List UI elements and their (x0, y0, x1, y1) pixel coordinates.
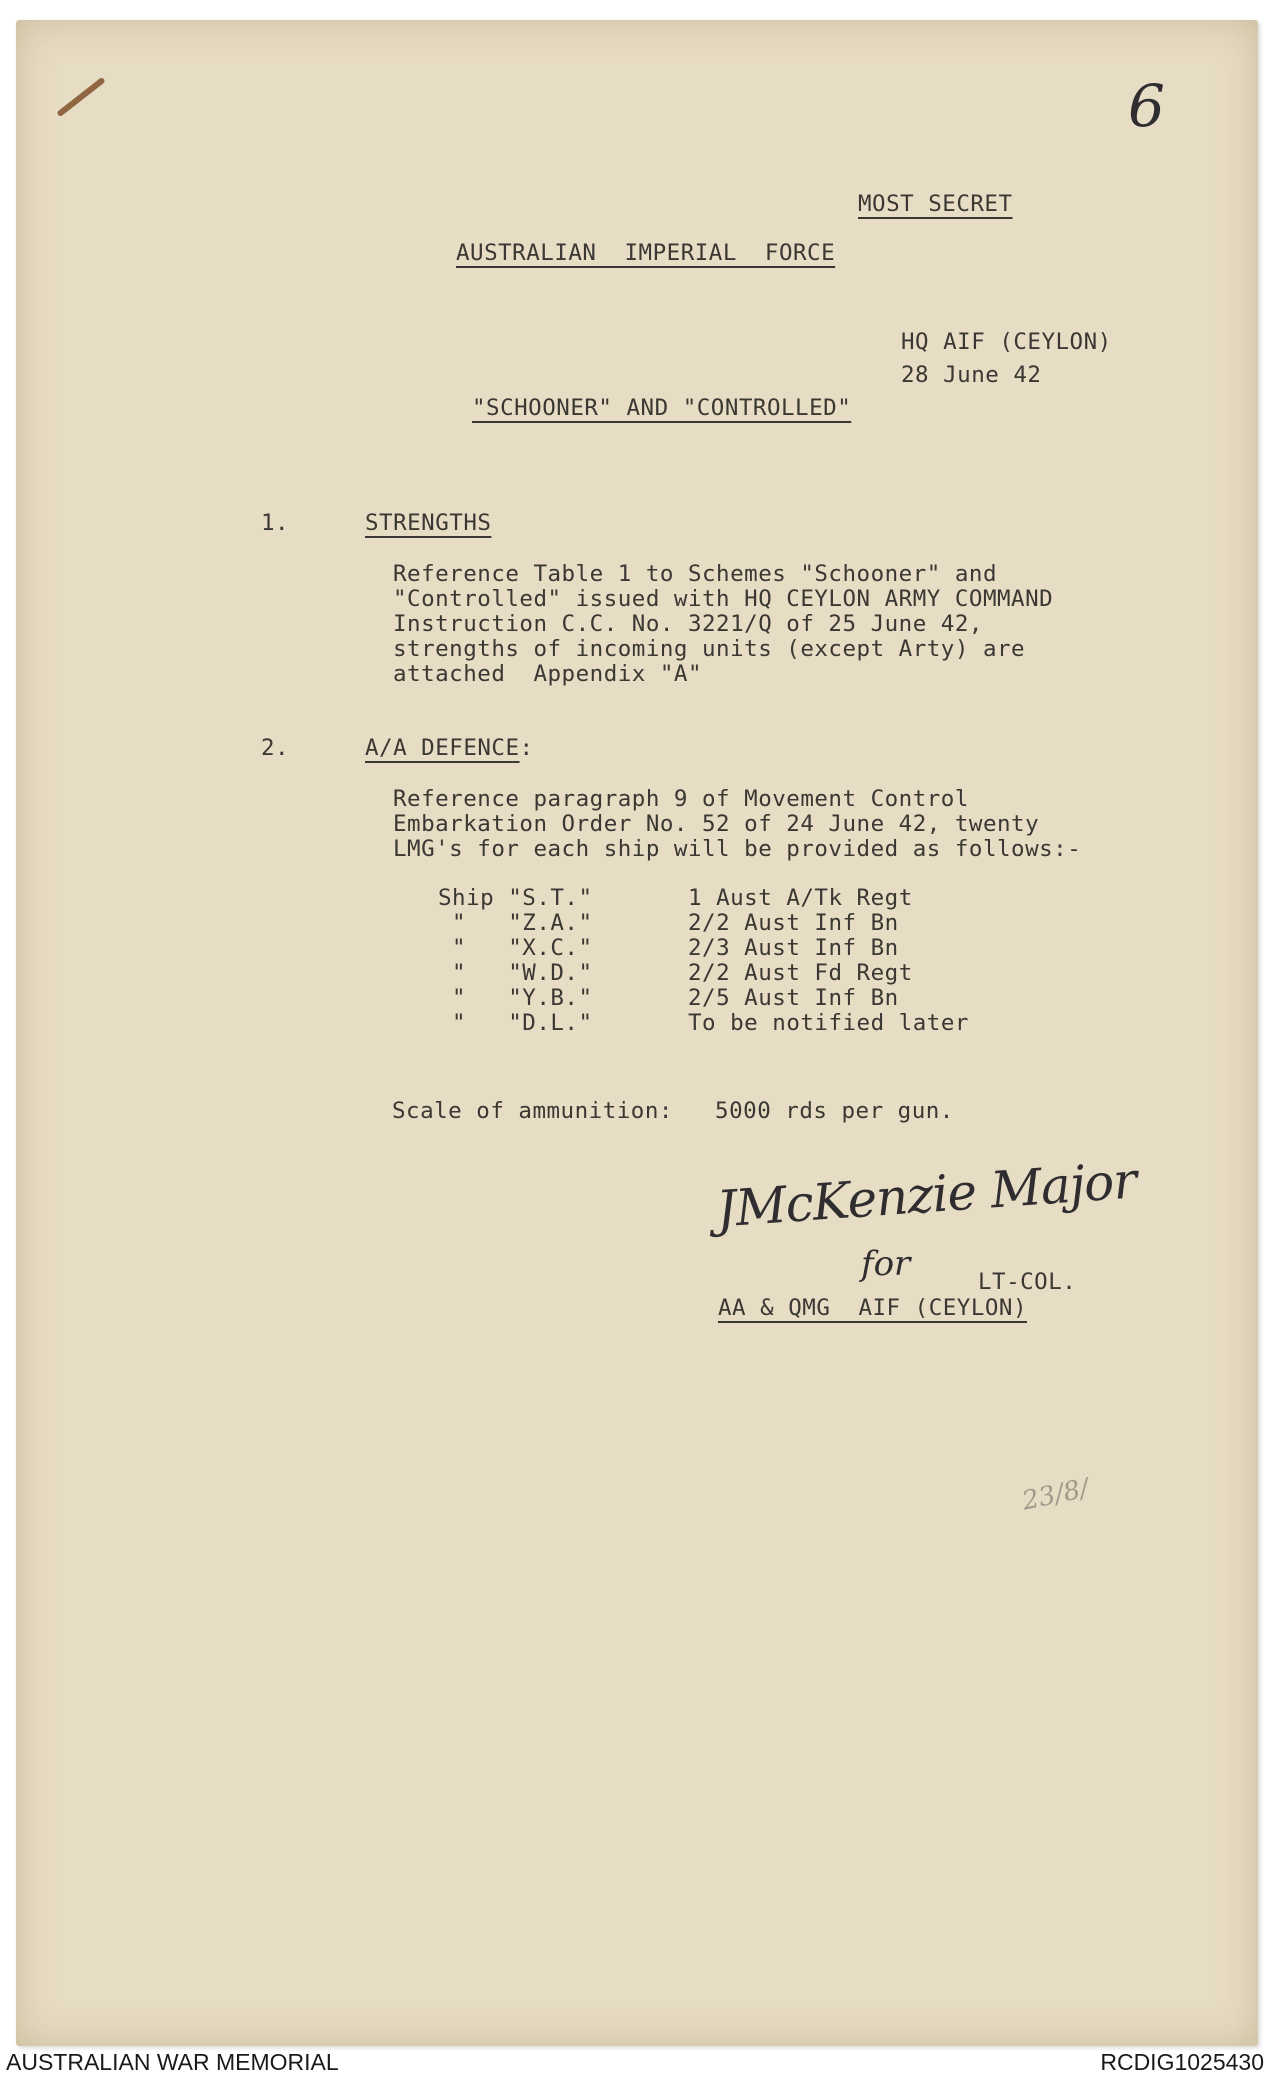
unit-1: 1 Aust A/Tk Regt (688, 885, 913, 911)
section-1-line-2: "Controlled" issued with HQ CEYLON ARMY COMMAND (393, 586, 1054, 612)
section-2-number: 2. (261, 735, 290, 761)
footer-catalogue-id: RCDIG1025430 (1100, 2049, 1264, 2075)
footer-institution: AUSTRALIAN WAR MEMORIAL (6, 2049, 339, 2075)
signature-rank: LT-COL. (978, 1269, 1077, 1295)
classification-heading: MOST SECRET (858, 191, 1013, 217)
section-1-line-5: attached Appendix "A" (393, 661, 703, 687)
section-1-number: 1. (261, 510, 290, 536)
section-2-heading-colon: : (519, 735, 534, 761)
section-2-heading-row (365, 736, 534, 761)
force-title: AUSTRALIAN IMPERIAL FORCE (456, 240, 836, 266)
ship-5: " "Y.B." (438, 985, 593, 1011)
ship-2: " "Z.A." (438, 910, 593, 936)
section-1-line-1: Reference Table 1 to Schemes "Schooner" and (393, 561, 997, 587)
margin-pencil-note: 23/8/ (1019, 1473, 1092, 1517)
paper-sheet (16, 20, 1258, 2046)
document-date: 28 June 42 (901, 362, 1042, 388)
section-2-line-1: Reference paragraph 9 of Movement Control (393, 786, 969, 812)
signature-appointment: AA & QMG AIF (CEYLON) (718, 1295, 1028, 1321)
ship-3: " "X.C." (438, 935, 593, 961)
ship-6: " "D.L." (438, 1010, 593, 1036)
section-2-line-3: LMG's for each ship will be provided as follows:- (393, 836, 1082, 862)
section-2-line-2: Embarkation Order No. 52 of 24 June 42, twenty (393, 811, 1040, 837)
handwritten-signature: JMcKenzie Major (714, 1151, 1138, 1239)
ammunition-scale: Scale of ammunition: 5000 rds per gun. (392, 1098, 954, 1124)
unit-2: 2/2 Aust Inf Bn (688, 910, 899, 936)
ship-1: Ship "S.T." (438, 885, 593, 911)
unit-4: 2/2 Aust Fd Regt (688, 960, 913, 986)
handwritten-for: for (861, 1244, 911, 1284)
subject-heading: "SCHOONER" AND "CONTROLLED" (472, 395, 852, 421)
unit-3: 2/3 Aust Inf Bn (688, 935, 899, 961)
hq-address: HQ AIF (CEYLON) (901, 329, 1112, 355)
section-2-heading: A/A DEFENCE (365, 735, 520, 761)
unit-6: To be notified later (688, 1010, 969, 1036)
page-number: 6 (1128, 72, 1165, 140)
section-1-line-4: strengths of incoming units (except Arty) are (393, 636, 1026, 662)
section-1-line-3: Instruction C.C. No. 3221/Q of 25 June 42, (393, 611, 983, 637)
ship-4: " "W.D." (438, 960, 593, 986)
section-1-heading: STRENGTHS (365, 510, 492, 536)
rust-stain (56, 77, 105, 117)
unit-5: 2/5 Aust Inf Bn (688, 985, 899, 1011)
